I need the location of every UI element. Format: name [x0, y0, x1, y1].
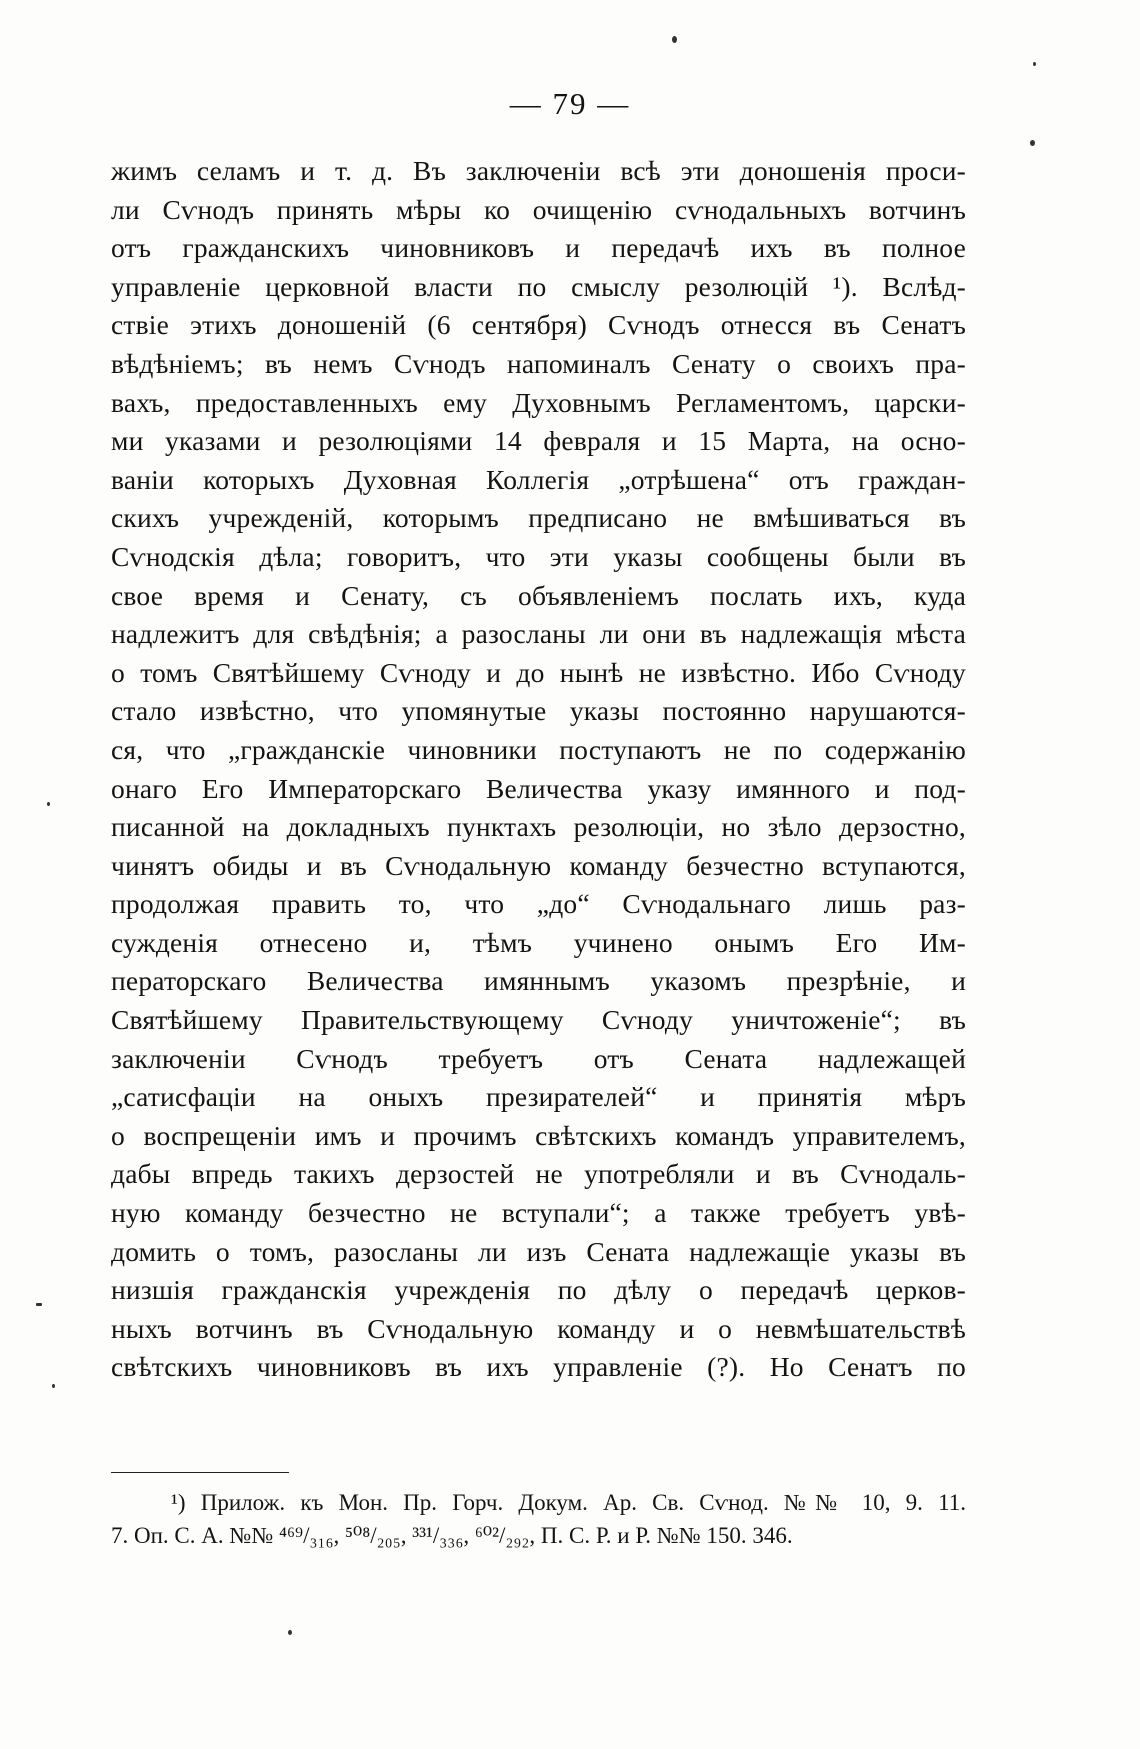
text-line: скихъ учрежденій, которымъ предписано не вмѣшиваться въ [111, 502, 966, 534]
text-line: ператорскаго Величества имяннымъ указомъ презрѣніе, и [111, 965, 966, 997]
text-line: низшія гражданскія учрежденія по дѣлу о передачѣ церков- [111, 1274, 966, 1306]
text-line: о воспрещеніи имъ и прочимъ свѣтскихъ командъ управителемъ, [111, 1119, 966, 1151]
text-line: надлежитъ для свѣдѣнія; а разосланы ли они въ надлежащія мѣста [111, 618, 966, 650]
text-line: ми указами и резолюціями 14 февраля и 15 Марта, на осно- [111, 425, 966, 457]
text-line: домить о томъ, разосланы ли изъ Сената надлежащіе указы въ [111, 1235, 966, 1267]
text-line: писанной на докладныхъ пунктахъ резолюціи, но зѣло дерзостно, [111, 811, 966, 843]
text-line: ную команду безчестно не вступали“; а также требуетъ увѣ- [111, 1197, 966, 1229]
body-text [111, 152, 966, 1387]
text-line: управленіе церковной власти по смыслу резолюцій ¹). Вслѣд- [111, 270, 966, 302]
text-line: Святѣйшему Правительствующему Сѵноду уничтоженіе“; въ [111, 1004, 966, 1036]
footnote-divider [111, 1472, 289, 1473]
text-line: заключеніи Сѵнодъ требуетъ отъ Сената надлежащей [111, 1042, 966, 1074]
text-line: Сѵнодскія дѣла; говоритъ, что эти указы сообщены были въ [111, 540, 966, 572]
text-line: чинятъ обиды и въ Сѵнодальную команду безчестно вступаются, [111, 849, 966, 881]
text-line: о томъ Святѣйшему Сѵноду и до нынѣ не извѣстно. Ибо Сѵноду [111, 656, 966, 688]
scan-speck [288, 1630, 292, 1635]
text-line: продолжая править то, что „до“ Сѵнодальнаго лишь раз- [111, 888, 966, 920]
footnotes [111, 1486, 966, 1552]
text-line: ствіе этихъ доношеній (6 сентября) Сѵнодъ отнесся въ Сенатъ [111, 309, 966, 341]
text-line: вахъ, предоставленныхъ ему Духовнымъ Регламентомъ, царски- [111, 386, 966, 418]
text-line: свѣтскихъ чиновниковъ въ ихъ управленіе (?). Но Сенатъ по [111, 1351, 966, 1383]
scan-speck [672, 36, 677, 43]
scan-speck [1033, 62, 1036, 66]
text-line: сужденія отнесено и, тѣмъ учинено онымъ Его Им- [111, 926, 966, 958]
text-line: ли Сѵнодъ принять мѣры ко очищенію сѵнодальныхъ вотчинъ [111, 193, 966, 225]
page-number: — 79 — [509, 86, 631, 121]
text-line: дабы впредь такихъ дерзостей не употребляли и въ Сѵнодаль- [111, 1158, 966, 1190]
scan-speck [47, 802, 50, 806]
scan-speck [52, 1384, 55, 1388]
text-line: свое время и Сенату, съ объявленіемъ послать ихъ, куда [111, 579, 966, 611]
text-line: „сатисфаціи на оныхъ презирателей“ и принятія мѣръ [111, 1081, 966, 1113]
text-line: вѣдѣніемъ; въ немъ Сѵнодъ напоминалъ Сенату о своихъ пра- [111, 347, 966, 379]
text-line: онаго Его Императорскаго Величества указу имянного и под- [111, 772, 966, 804]
scan-speck [1030, 140, 1035, 146]
text-line: жимъ селамъ и т. д. Въ заключеніи всѣ эти доношенія проси- [111, 155, 966, 186]
text-line: отъ гражданскихъ чиновниковъ и передачѣ ихъ въ полное [111, 232, 966, 264]
text-line: ваніи которыхъ Духовная Коллегія „отрѣшена“ отъ граждан- [111, 463, 966, 495]
text-line: ныхъ вотчинъ въ Сѵнодальную команду и о невмѣшательствѣ [111, 1312, 966, 1344]
footnote-line: ¹) Прилож. къ Мон. Пр. Горч. Докум. Ар. Св. Сѵнод. №№ 10, 9. 11. [171, 1490, 966, 1515]
footnote-line: 7. Оп. С. А. №№ ⁴⁶⁹/₃₁₆, ⁵⁰⁸/₂₀₅, ³³¹/₃₃₆, ⁶⁰²/₂₉₂, П. С. Р. и Р. №№ 150. 346. [111, 1523, 793, 1548]
text-line: стало извѣстно, что упомянутые указы постоянно нарушаются- [111, 695, 966, 727]
text-line: ся, что „гражданскіе чиновники поступаютъ не по содержанію [111, 733, 966, 765]
scan-speck [36, 1303, 42, 1306]
